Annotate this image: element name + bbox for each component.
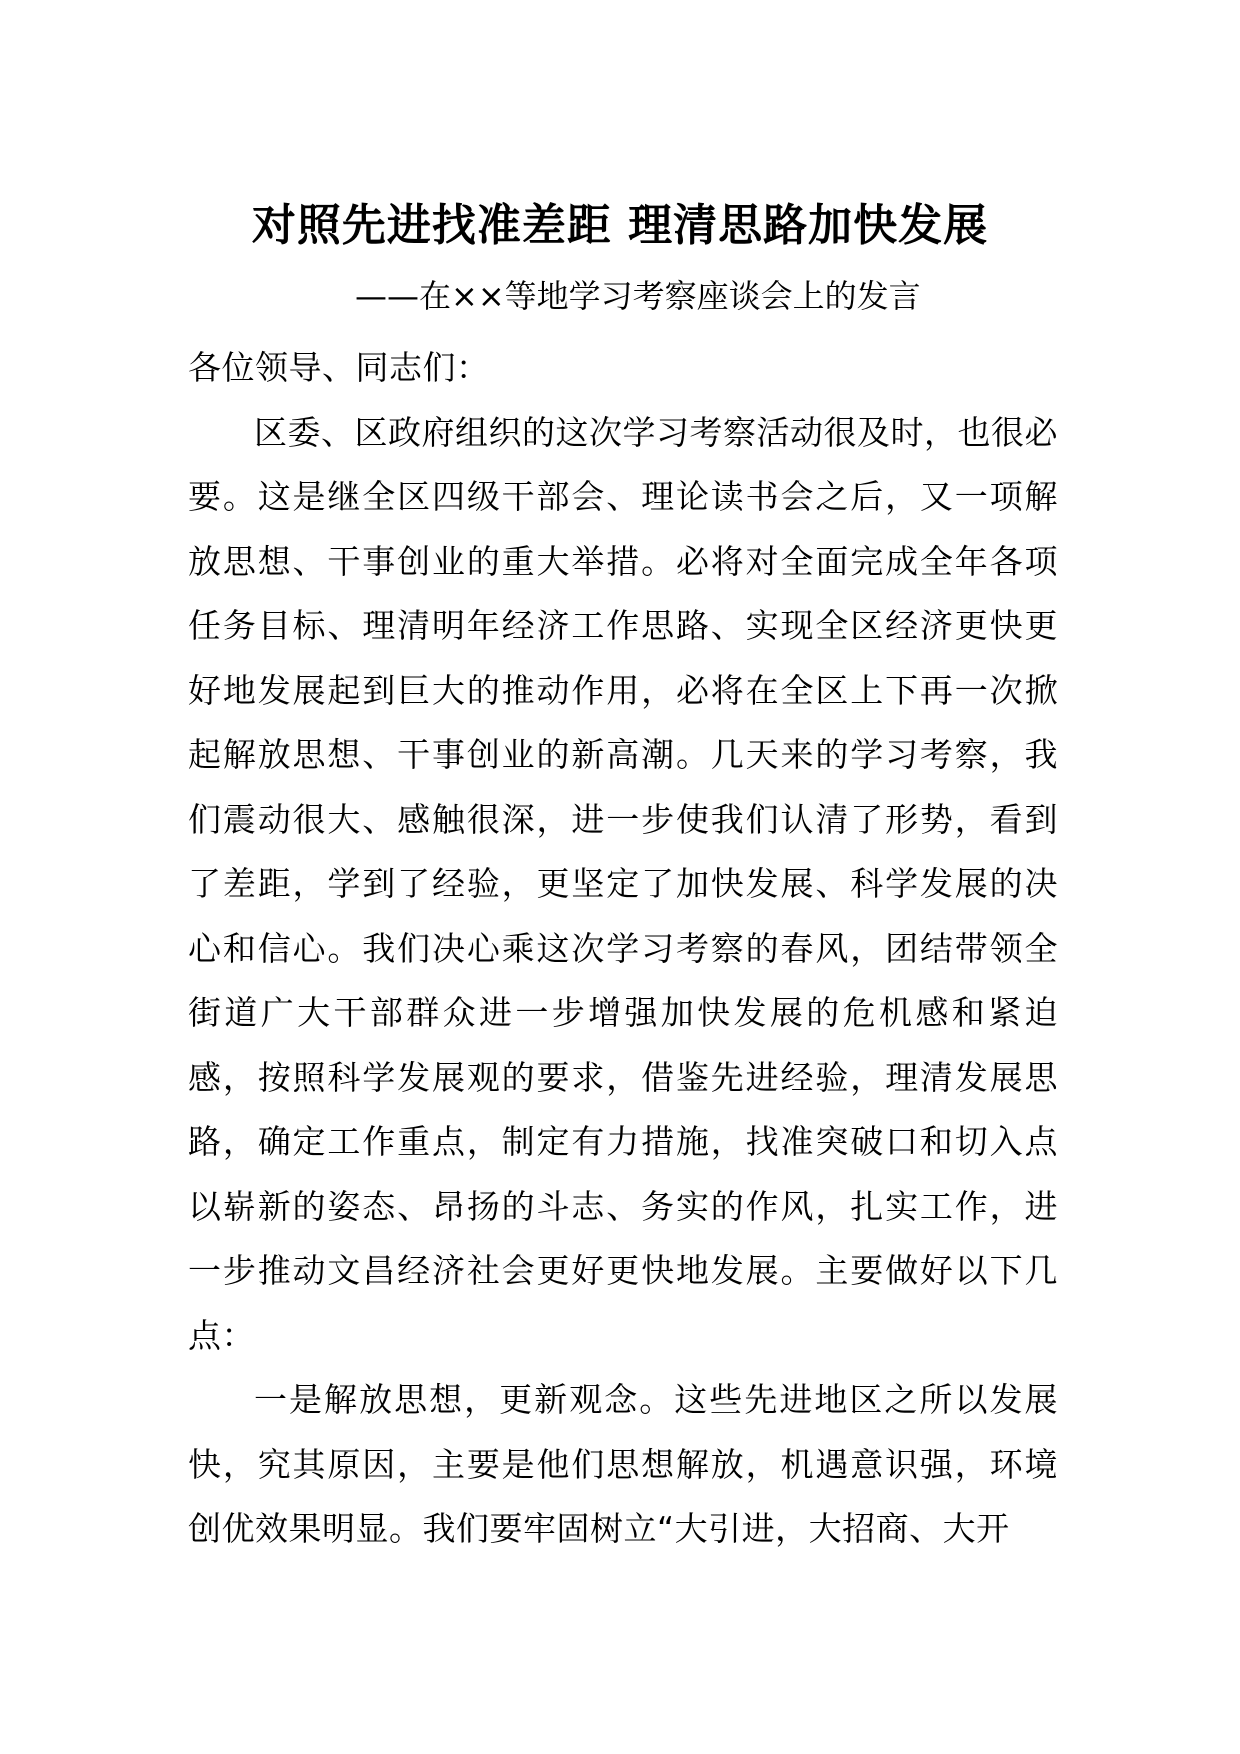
document-title: 对照先进找准差距 理清思路加快发展 bbox=[251, 200, 989, 251]
salutation: 各位领导、同志们： bbox=[188, 348, 490, 387]
document-body bbox=[188, 336, 1058, 1562]
paragraph-point-one: 一是解放思想，更新观念。这些先进地区之所以发展快，究其原因，主要是他们思想解放，机遇意识强，环境创优效果明显。我们要牢固树立“大引进，大招商、大开 bbox=[188, 1380, 1058, 1548]
paragraph-intro: 区委、区政府组织的这次学习考察活动很及时，也很必要。这是继全区四级干部会、理论读书会之后，又一项解放思想、干事创业的重大举措。必将对全面完成全年各项任务目标、理清明年经济工作思路、实现全区经济更快更好地发展起到巨大的推动作用，必将在全区上下再一次掀起解放思想、干事创业的新高潮。几天来的学习考察，我们震动很大、感触很深，进一步使我们认清了形势，看到了差距，学到了经验，更坚定了加快发展、科学发展的决心和信心。我们决心乘这次学习考察的春风，团结带领全街道广大干部群众进一步增强加快发展的危机感和紧迫感，按照科学发展观的要求，借鉴先进经验，理清发展思路，确定工作重点，制定有力措施，找准突破口和切入点以崭新的姿态、昂扬的斗志、务实的作风，扎实工作，进一步推动文昌经济社会更好更快地发展。主要做好以下几点： bbox=[188, 412, 1058, 1355]
document-subtitle: ——在××等地学习考察座谈会上的发言 bbox=[355, 277, 921, 315]
